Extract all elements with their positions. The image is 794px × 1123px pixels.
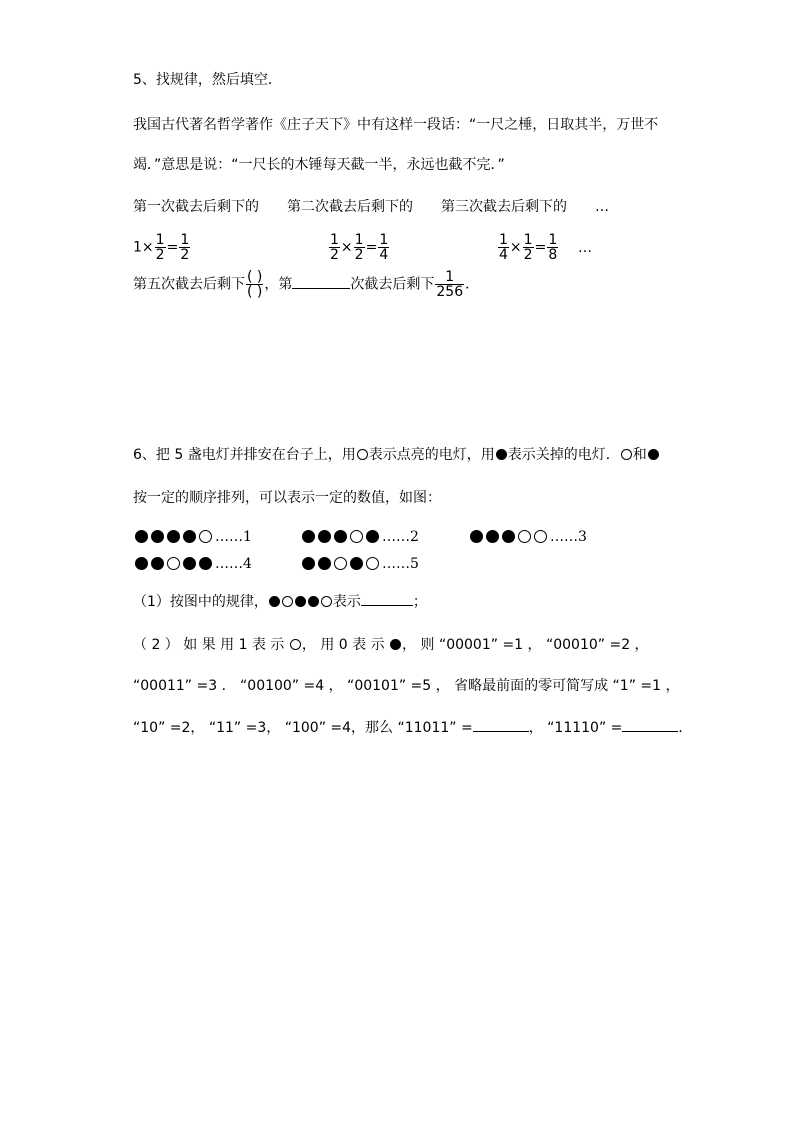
unlit-bulb-icon [199,557,212,570]
pattern-value: 4 [243,556,252,572]
q5-paragraph-line2: 竭．”意思是说：“一尺长的木锤每天截一半，永远也截不完．” [133,157,505,173]
lit-bulb-icon [534,530,547,543]
part1-text: （1）按图中的规律， [133,594,268,610]
q6-part2-line3 [133,718,692,738]
answer-blank-part1[interactable] [361,593,413,606]
unlit-bulb-icon [366,530,379,543]
unlit-bulb-icon [151,557,164,570]
lit-bulb-icon [290,639,301,650]
lit-bulb-icon [350,530,363,543]
q6-intro-d: 和 [632,447,647,463]
equation-second [328,233,390,262]
unlit-bulb-icon [183,557,196,570]
lit-bulb-icon [282,596,293,607]
period: ． [465,276,480,293]
comma-di: ，第 [264,276,293,293]
q6-intro-line1 [133,445,660,465]
pattern-dots: …… [215,556,243,572]
eq1-lead: 1 [133,239,142,256]
equation-third [497,233,559,262]
unlit-bulb-icon [302,530,315,543]
fraction: $\frac{1}{256}$ [436,269,464,300]
unlit-bulb-icon [167,530,180,543]
pattern-value: 2 [410,529,419,545]
part2-line1-b: ， 用 0 表 示 [301,637,385,653]
fraction: $\frac{1}{8}$ [548,232,558,263]
times-sign: × [141,239,154,256]
unlit-bulb-icon [318,530,331,543]
fraction: $\frac{1}{2}$ [180,232,190,263]
lit-bulb-icon [518,530,531,543]
q6-intro-a: 6、把 5 盏电灯并排安在台子上，用 [133,447,356,463]
part2-line1-c: ， 则 “00001” =1 ， “00010” =2 ， [402,637,649,653]
q5-paragraph-line1: 我国古代著名哲学著作《庄子天下》中有这样一段话：“一尺之棰，日取其半，万世不 [133,117,659,133]
part1-represents: 表示 [332,594,361,610]
pattern-dots: …… [382,529,410,545]
fraction: $\frac{1}{2}$ [523,232,533,263]
equation-ellipsis: … [578,240,592,256]
unlit-bulb-icon [390,639,401,650]
equals-sign: = [166,239,179,256]
fraction: $\frac{1}{2}$ [354,232,364,263]
period: ． [678,720,693,736]
lit-bulb-icon [621,449,632,460]
pattern-row [135,555,252,573]
unlit-bulb-icon [135,557,148,570]
part2-line3-b: ， “11110” = [528,720,623,736]
q6-intro-line2: 按一定的顺序排列，可以表示一定的数值，如图： [133,490,441,506]
label-third-cut: 第三次截去后剩下的 [441,199,567,215]
label-ellipsis: … [595,199,609,215]
unlit-bulb-icon [269,596,280,607]
lit-bulb-icon [357,449,368,460]
times-sign: × [509,239,522,256]
q6-intro-b: 表示点亮的电灯，用 [368,447,495,463]
equation-first [133,233,191,262]
lit-bulb-icon [334,557,347,570]
q5-title: 5、找规律，然后填空． [133,72,282,88]
fifth-cut-text: 第五次截去后剩下 [133,276,245,293]
answer-blank-nth[interactable] [292,276,350,289]
unlit-bulb-icon [486,530,499,543]
q6-part2-line1 [133,635,649,655]
fraction: $\frac{1}{2}$ [330,232,339,263]
answer-blank-11011[interactable] [473,719,529,732]
unlit-bulb-icon [470,530,483,543]
q6-part2-line2: “00011” =3 ． “00100” =4 ， “00101” =5 ， 省略最前面的零可简写成 “1” =1 ， [133,678,680,694]
pattern-dots: …… [215,529,243,545]
pattern-value: 5 [410,556,419,572]
semicolon: ； [412,594,427,610]
equals-sign: = [365,239,378,256]
pattern-row [470,528,587,546]
unlit-bulb-icon [295,596,306,607]
lit-bulb-icon [366,557,379,570]
nth-cut-text: 次截去后剩下 [350,276,435,293]
pattern-dots: …… [550,529,578,545]
lit-bulb-icon [199,530,212,543]
fraction: $\frac{1}{2}$ [155,232,165,263]
times-sign: × [340,239,353,256]
unlit-bulb-icon [308,596,319,607]
label-second-cut: 第二次截去后剩下的 [287,199,413,215]
part1-pattern [268,594,333,610]
answer-blank-11110[interactable] [622,719,678,732]
unlit-bulb-icon [135,530,148,543]
part2-line3-a: “10” =2， “11” =3， “100” =4，那么 “11011” = [133,720,473,736]
q6-part1 [133,592,427,612]
unlit-bulb-icon [183,530,196,543]
pattern-dots: …… [382,556,410,572]
unlit-bulb-icon [648,449,659,460]
unlit-bulb-icon [350,557,363,570]
lit-bulb-icon [321,596,332,607]
part2-line1-a: （ 2 ） 如 果 用 1 表 示 [133,637,285,653]
pattern-row [135,528,252,546]
pattern-value: 1 [243,529,252,545]
q6-intro-c: 表示关掉的电灯． [507,447,620,463]
fraction: $\frac{1}{4}$ [499,232,508,263]
fraction-blank[interactable]: $\frac{( )}{( )}$ [247,269,263,300]
pattern-row [302,528,419,546]
fraction: $\frac{1}{4}$ [379,232,389,263]
label-first-cut: 第一次截去后剩下的 [133,199,259,215]
unlit-bulb-icon [502,530,515,543]
pattern-row [302,555,419,573]
unlit-bulb-icon [318,557,331,570]
unlit-bulb-icon [151,530,164,543]
unlit-bulb-icon [496,449,507,460]
unlit-bulb-icon [302,557,315,570]
q5-fill-line [133,270,479,299]
pattern-value: 3 [578,529,587,545]
lit-bulb-icon [167,557,180,570]
unlit-bulb-icon [334,530,347,543]
equals-sign: = [534,239,547,256]
